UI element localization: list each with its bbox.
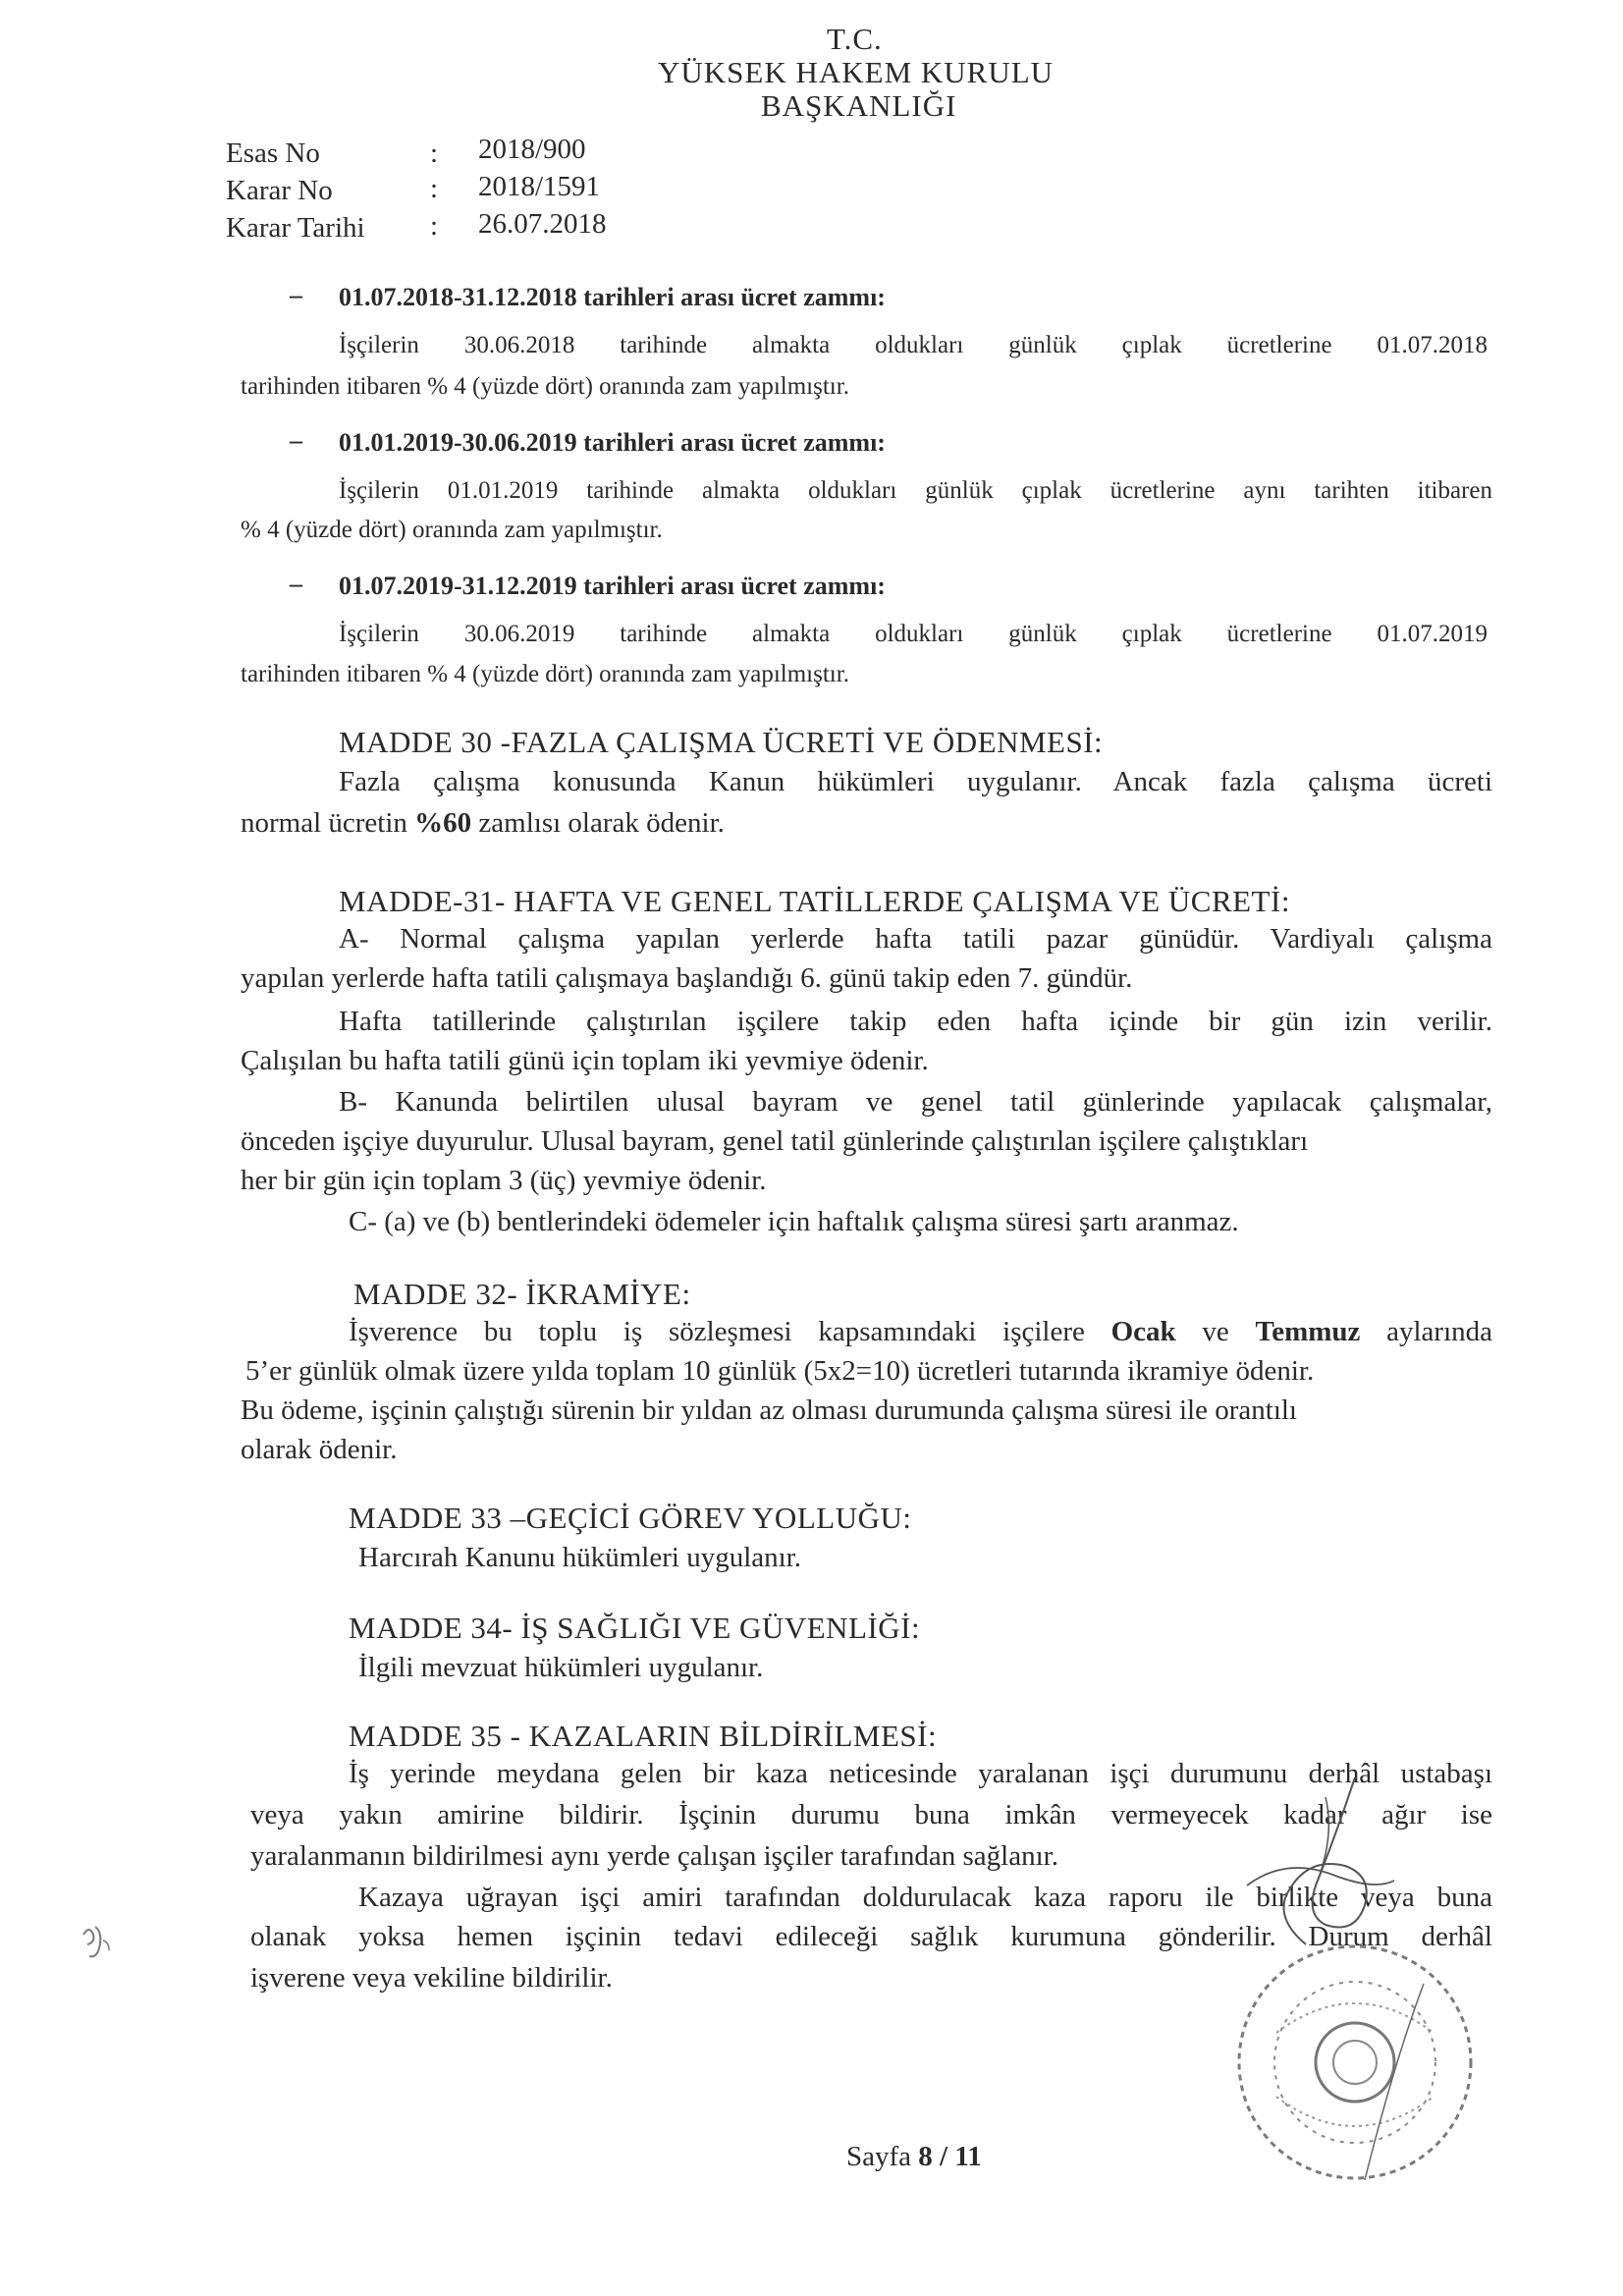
wage-title-2: 01.01.2019-30.06.2019 tarihleri arası ücret zammı:: [339, 428, 886, 457]
madde-31-line-5: B- Kanunda belirtilen ulusal bayram ve genel tatil günlerinde yapılacak çalışmalar,: [339, 1086, 1492, 1118]
madde-30-line-1: Fazla çalışma konusunda Kanun hükümleri uygulanır. Ancak fazla çalışma ücreti: [339, 766, 1492, 797]
madde-35-line-4: Kazaya uğrayan işçi amiri tarafından doldurulacak kaza raporu ile birlikte veya buna: [358, 1882, 1492, 1913]
madde-32-ocak: Ocak: [1110, 1316, 1176, 1347]
madde-30-percent: %60: [414, 807, 472, 839]
wage-title-1: 01.07.2018-31.12.2018 tarihleri arası ücret zammı:: [339, 283, 886, 311]
wage-title-3: 01.07.2019-31.12.2019 tarihleri arası ücret zammı:: [339, 572, 886, 600]
wage-text-3a: İşçilerin 30.06.2019 tarihinde almakta oldukları günlük çıplak ücretlerine 01.07.2019: [339, 621, 1488, 647]
madde-34-title: MADDE 34- İŞ SAĞLIĞI VE GÜVENLİĞİ:: [349, 1611, 921, 1645]
madde-31-line-2: yapılan yerlerde hafta tatili çalışmaya başlandığı 6. günü takip eden 7. gündür.: [241, 962, 1133, 994]
madde-32-line-1e: aylarında: [1360, 1316, 1493, 1347]
madde-32-line-2: 5’er günlük olmak üzere yılda toplam 10 günlük (5x2=10) ücretleri tutarında ikramiye ödenir.: [245, 1355, 1315, 1387]
tarih-sep: :: [430, 210, 439, 242]
wage-dash-3: –: [290, 570, 302, 598]
madde-32-line-4: olarak ödenir.: [241, 1434, 398, 1465]
madde-35-line-2: veya yakın amirine bildirir. İşçinin durumu buna imkân vermeyecek kadar ağır ise: [250, 1799, 1492, 1831]
wage-text-2a: İşçilerin 01.01.2019 tarihinde almakta oldukları günlük çıplak ücretlerine aynı tarihten itibaren: [339, 477, 1492, 504]
karar-sep: :: [430, 173, 439, 204]
madde-33-line-1: Harcırah Kanunu hükümleri uygulanır.: [358, 1542, 801, 1573]
header-presidency: BAŞKANLIĞI: [761, 88, 957, 123]
margin-initials: [74, 1915, 123, 1974]
page-number: [846, 2141, 982, 2173]
madde-31-line-7: her bir gün için toplam 3 (üç) yevmiye ödenir.: [241, 1165, 767, 1196]
madde-31-title: MADDE-31- HAFTA VE GENEL TATİLLERDE ÇALIŞMA VE ÜCRETİ:: [339, 884, 1290, 918]
wage-text-2b: % 4 (yüzde dört) oranında zam yapılmıştır.: [241, 517, 663, 543]
tarih-value: 26.07.2018: [478, 208, 607, 240]
madde-31-line-8: C- (a) ve (b) bentlerindeki ödemeler için haftalık çalışma süresi şartı aranmaz.: [349, 1206, 1239, 1237]
madde-30-line-2a: normal ücretin: [241, 807, 415, 839]
madde-30-title: MADDE 30 -FAZLA ÇALIŞMA ÜCRETİ VE ÖDENMESİ:: [339, 725, 1104, 759]
page-total: 11: [954, 2141, 982, 2172]
madde-31-line-6: önceden işçiye duyurulur. Ulusal bayram, genel tatil günlerinde çalıştırılan işçilere çalıştıkları: [241, 1125, 1309, 1157]
madde-31-line-3: Hafta tatillerinde çalıştırılan işçilere takip eden hafta içinde bir gün izin verilir.: [339, 1006, 1492, 1037]
wage-text-3b: tarihinden itibaren % 4 (yüzde dört) oranında zam yapılmıştır.: [241, 661, 849, 687]
tarih-label: Karar Tarihi: [226, 212, 365, 244]
header-institution: YÜKSEK HAKEM KURULU: [658, 55, 1055, 89]
madde-34-line-1: İlgili mevzuat hükümleri uygulanır.: [358, 1652, 764, 1683]
madde-33-title: MADDE 33 –GEÇİCİ GÖREV YOLLUĞU:: [349, 1501, 912, 1535]
wage-text-1a: İşçilerin 30.06.2018 tarihinde almakta oldukları günlük çıplak ücretlerine 01.07.2018: [339, 332, 1488, 358]
madde-31-line-4: Çalışılan bu hafta tatili günü için toplam iki yevmiye ödenir.: [241, 1045, 929, 1076]
header-tc: T.C.: [827, 22, 883, 56]
madde-32-temmuz: Temmuz: [1255, 1316, 1361, 1347]
page-prefix: Sayfa: [846, 2141, 919, 2172]
madde-35-title: MADDE 35 - KAZALARIN BİLDİRİLMESİ:: [349, 1719, 938, 1753]
madde-32-line-1a: İşverence bu toplu iş sözleşmesi kapsamındaki işçilere: [349, 1316, 1111, 1347]
page-sep: /: [932, 2141, 955, 2172]
madde-35-line-1: İş yerinde meydana gelen bir kaza neticesinde yaralanan işçi durumunu derhâl ustabaşı: [349, 1758, 1492, 1789]
esas-sep: :: [430, 137, 439, 169]
wage-dash-2: –: [290, 426, 302, 455]
wage-text-1b: tarihinden itibaren % 4 (yüzde dört) oranında zam yapılmıştır.: [241, 373, 849, 400]
esas-value: 2018/900: [478, 134, 586, 165]
karar-label: Karar No: [226, 175, 333, 206]
official-seal: [1217, 1925, 1492, 2200]
madde-30-line-2c: zamlısı olarak ödenir.: [471, 807, 725, 839]
madde-31-line-1: A- Normal çalışma yapılan yerlerde hafta tatili pazar günüdür. Vardiyalı çalışma: [339, 923, 1492, 955]
karar-value: 2018/1591: [478, 171, 601, 202]
page-current: 8: [918, 2141, 933, 2172]
madde-32-title: MADDE 32- İKRAMİYE:: [353, 1277, 691, 1311]
madde-32-line-1: [349, 1316, 1492, 1348]
madde-30-line-2: [241, 807, 725, 840]
madde-35-line-5: olanak yoksa hemen işçinin tedavi edileceği sağlık kurumuna gönderilir. Durum derhâl: [250, 1921, 1492, 1952]
madde-32-line-1c: ve: [1175, 1316, 1256, 1347]
esas-label: Esas No: [226, 137, 320, 169]
madde-35-line-6: işverene veya vekiline bildirilir.: [250, 1962, 613, 1994]
wage-dash-1: –: [290, 281, 302, 309]
madde-32-line-3: Bu ödeme, işçinin çalıştığı sürenin bir yıldan az olması durumunda çalışma süresi ile orantılı: [241, 1394, 1297, 1426]
madde-35-line-3: yaralanmanın bildirilmesi aynı yerde çalışan işçiler tarafından sağlanır.: [250, 1840, 1058, 1872]
